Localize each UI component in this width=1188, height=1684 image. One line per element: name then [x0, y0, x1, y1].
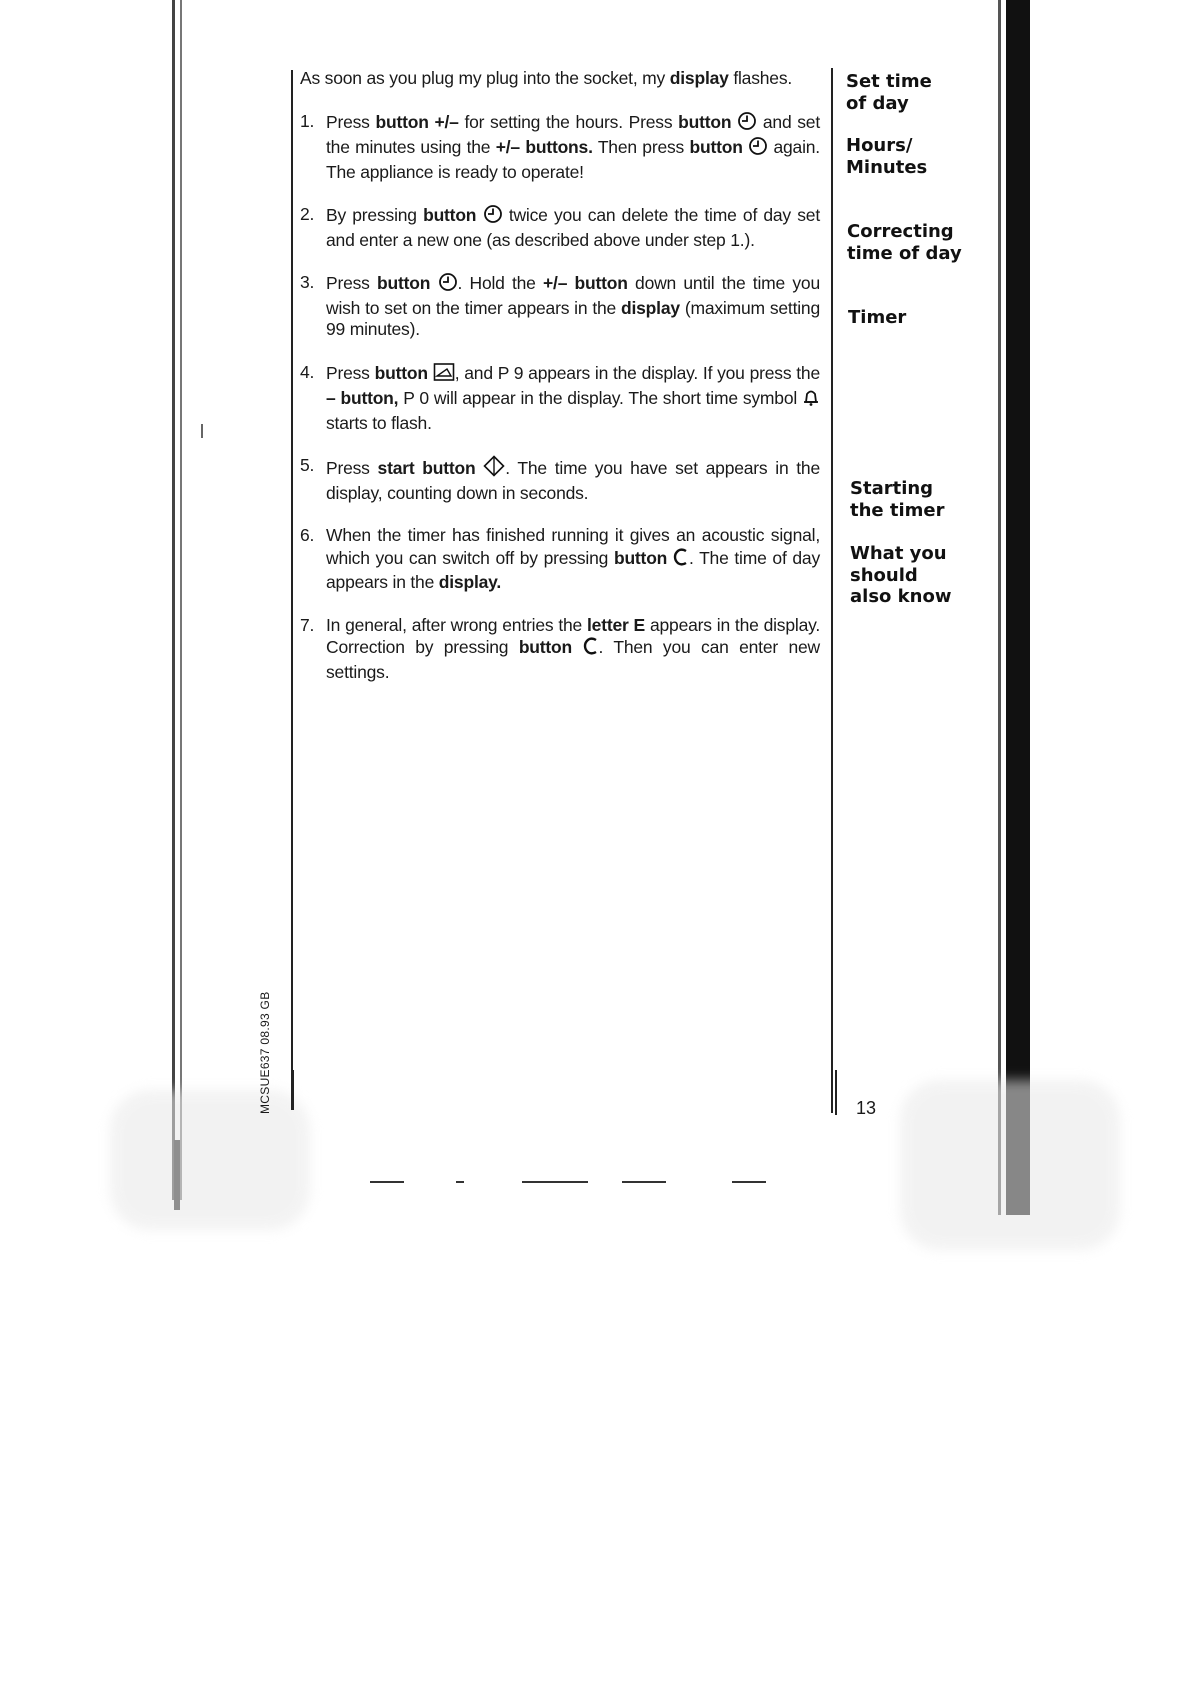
clock-icon: [483, 204, 503, 230]
step-text: Press button , and P 9 appears in the display. If you press the – button, P 0 will appear in the display. The short time symbol starts to flash.: [326, 362, 820, 433]
bell-icon: [802, 387, 820, 413]
clock-icon: [748, 136, 768, 162]
bottom-dash: [370, 1181, 404, 1183]
document-reference: MCSUE637 08.93 GB: [258, 991, 272, 1114]
intro-paragraph: As soon as you plug my plug into the socket, my display flashes.: [300, 68, 793, 88]
step-number: 6.: [300, 525, 315, 545]
instruction-step: [300, 272, 820, 341]
bold-term: button +/–: [375, 111, 459, 132]
right-column-rule-heavy: [835, 1070, 837, 1115]
bottom-dash: [522, 1181, 588, 1183]
clock-icon: [737, 111, 757, 137]
scan-edge-right: [1006, 0, 1030, 1215]
step-text: Press button +/– for setting the hours. Press button and set the minutes using the +/– buttons. Then press button again. The appliance is ready to operate!: [326, 111, 821, 182]
instruction-step: [300, 615, 820, 684]
bottom-dash: [456, 1181, 464, 1183]
right-column-rule: [831, 68, 833, 1113]
step-text: By pressing button twice you can delete the time of day set and enter a new one (as described above under step 1.).: [326, 205, 820, 250]
timer-key-icon: [433, 362, 455, 388]
step-number: 4.: [300, 361, 315, 382]
scan-edge-left: [172, 0, 175, 1200]
bold-term: +/– button: [543, 273, 628, 293]
scan-haze-left: [110, 1090, 310, 1230]
instruction-step: [300, 111, 820, 184]
bold-term: button: [377, 273, 431, 293]
side-heading-timer: Timer: [848, 307, 907, 328]
scan-edge-left-inner: [180, 0, 182, 1200]
left-column-rule: [291, 70, 293, 1110]
bottom-dash: [622, 1181, 666, 1183]
cancel-c-icon: [583, 636, 599, 662]
instruction-step: [300, 525, 820, 594]
bold-term: button: [374, 362, 428, 383]
bold-term: button: [518, 637, 573, 657]
instruction-step: [300, 362, 820, 435]
bottom-dash: [732, 1181, 766, 1183]
bold-term: – button,: [326, 388, 399, 408]
side-heading-hours-minutes: Hours/ Minutes: [846, 135, 928, 178]
bold-term: start button: [377, 458, 476, 478]
side-heading-starting: Starting the timer: [850, 478, 945, 521]
bold-term: display: [621, 297, 680, 318]
instruction-step: [300, 204, 820, 251]
clock-icon: [438, 272, 458, 298]
left-column-rule-heavy: [291, 1070, 294, 1110]
bold-term: display.: [438, 572, 502, 592]
cancel-c-icon: [673, 547, 689, 573]
bold-term: button: [423, 205, 477, 225]
bold-term: button: [689, 137, 743, 157]
step-number: 2.: [300, 204, 315, 224]
step-text: Press start button . The time you have set appears in the display, counting down in seconds.: [326, 455, 820, 504]
step-text: When the timer has finished running it gives an acoustic signal, which you can switch off by pressing button . The time of day appears in the display.: [326, 525, 820, 592]
side-heading-correcting: Correcting time of day: [847, 221, 962, 264]
bold-term: button: [613, 547, 668, 568]
instructions-column: [300, 68, 820, 704]
step-text: In general, after wrong entries the letter E appears in the display. Correction by pressing button . Then you can enter new settings.: [326, 614, 821, 682]
step-number: 3.: [300, 272, 315, 292]
step-number: 7.: [300, 614, 315, 635]
scan-haze-right: [900, 1080, 1120, 1250]
steps-list: [300, 111, 820, 684]
scan-speck: [201, 424, 203, 438]
side-heading-set-time: Set time of day: [846, 71, 932, 114]
scan-edge-right-thin: [998, 0, 1001, 1215]
start-icon: [483, 455, 505, 483]
bold-term: letter E: [587, 614, 646, 635]
bold-term: button: [678, 111, 732, 132]
step-number: 1.: [300, 110, 315, 131]
bold-term: +/– buttons.: [495, 137, 593, 157]
page-number: 13: [856, 1098, 877, 1118]
step-number: 5.: [300, 455, 315, 475]
instruction-step: [300, 455, 820, 504]
step-text: Press button . Hold the +/– button down until the time you wish to set on the timer appears in the display (maximum setting 99 minutes).: [326, 273, 820, 339]
side-heading-also-know: What you should also know: [850, 543, 952, 607]
